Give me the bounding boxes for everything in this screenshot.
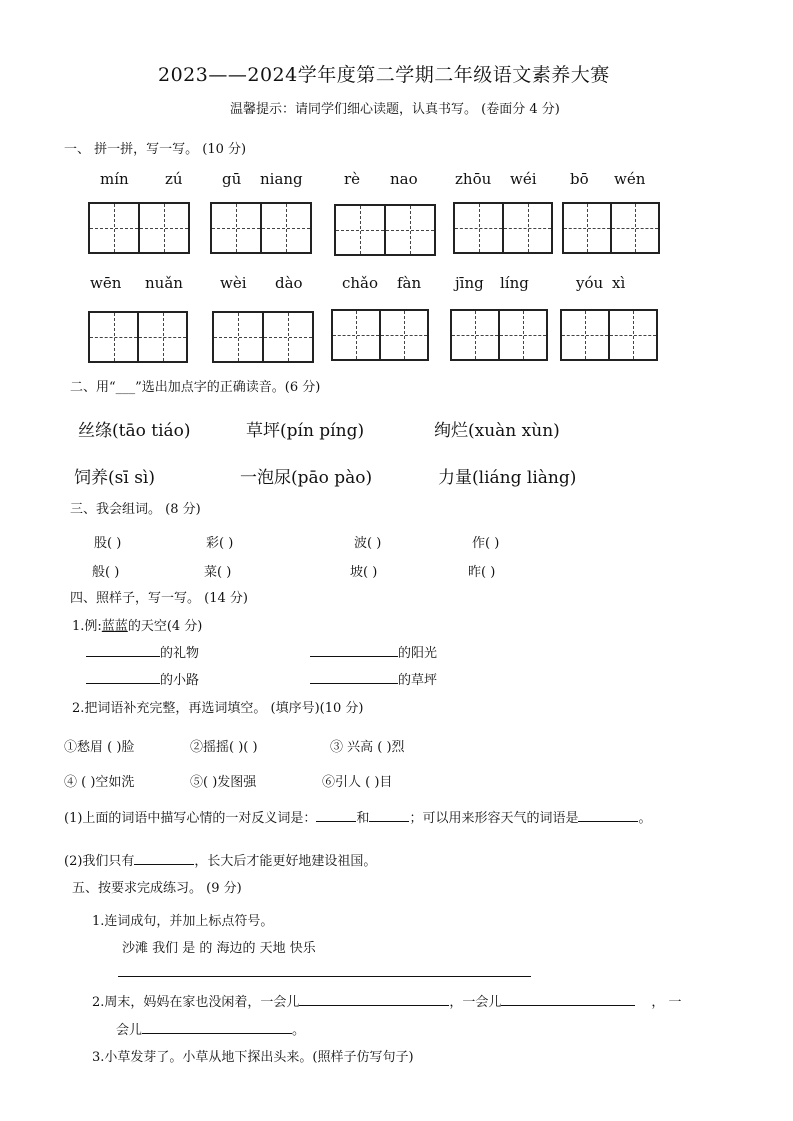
writing-grid[interactable] <box>334 204 436 256</box>
word-build-item[interactable]: 波( ) <box>354 536 382 551</box>
pinyin-8a: chǎo <box>342 274 379 292</box>
word-build-item[interactable]: 彩( ) <box>206 536 234 551</box>
pinyin-7a: wèi <box>220 274 247 292</box>
fill-sentence-1[interactable]: (1)上面的词语中描写心情的一对反义词是： 和 ；可以用来形容天气的词语是 。 <box>64 811 652 826</box>
pinyin-1b: zú <box>165 170 183 188</box>
pinyin-10b: xì <box>612 274 626 292</box>
writing-grid[interactable] <box>450 309 548 361</box>
writing-grid[interactable] <box>562 202 660 254</box>
writing-grid[interactable] <box>560 309 658 361</box>
pinyin-2a: gū <box>222 170 242 188</box>
idiom-item[interactable]: ⑤( )发图强 <box>190 775 257 790</box>
q5-3-label: 3.小草发芽了。小草从地下探出头来。(照样子仿写句子) <box>92 1050 414 1065</box>
reading-item: 一泡尿(pāo pào) <box>240 468 373 488</box>
word-build-item[interactable]: 菜( ) <box>204 565 232 580</box>
fill-row[interactable]: 的阳光 <box>310 642 437 661</box>
word-build-item[interactable]: 昨( ) <box>468 565 496 580</box>
question-2-heading: 2.把词语补充完整，再选词填空。 (填序号)(10 分) <box>72 701 364 716</box>
reading-item: 饲养(sī sì) <box>74 468 155 488</box>
pinyin-4b: wéi <box>510 170 537 188</box>
page-title: 2023——2024学年度第二学期二年级语文素养大赛 <box>158 64 610 86</box>
pinyin-6b: nuǎn <box>145 274 183 292</box>
word-list: 沙滩 我们 是 的 海边的 天地 快乐 <box>122 941 316 956</box>
pinyin-5a: bō <box>570 170 589 188</box>
reading-item: 丝绦(tāo tiáo) <box>78 421 191 441</box>
q5-2-line[interactable]: 2.周末，妈妈在家也没闲着，一会儿 ，一会儿 ， 一 <box>92 995 682 1010</box>
writing-grid[interactable] <box>331 309 429 361</box>
pinyin-1a: mín <box>100 170 129 188</box>
section-5-heading: 五、按要求完成练习。 (9 分) <box>72 881 242 896</box>
idiom-item[interactable]: ④ ( )空如洗 <box>64 775 135 790</box>
hint-text: 温馨提示：请同学们细心读题，认真书写。 (卷面分 4 分) <box>230 102 560 117</box>
writing-grid[interactable] <box>88 202 190 254</box>
pinyin-3b: nao <box>390 170 418 188</box>
reading-item: 草坪(pín píng) <box>246 421 365 441</box>
section-3-heading: 三、我会组词。 (8 分) <box>70 502 201 517</box>
section-2-heading: 二、用“___”选出加点字的正确读音。(6 分) <box>70 380 321 395</box>
pinyin-9b: líng <box>500 274 529 292</box>
pinyin-8b: fàn <box>397 274 422 292</box>
reading-item: 绚烂(xuàn xùn) <box>434 421 560 441</box>
pinyin-4a: zhōu <box>455 170 492 188</box>
fill-row[interactable]: 的草坪 <box>310 669 437 688</box>
word-build-item[interactable]: 作( ) <box>472 536 500 551</box>
fill-row[interactable]: 的小路 <box>86 669 199 688</box>
pinyin-7b: dào <box>275 274 303 292</box>
q5-1-label: 1.连词成句，并加上标点符号。 <box>92 914 274 929</box>
example-label: 1.例:蓝蓝的天空(4 分) <box>72 619 203 634</box>
word-build-item[interactable]: 般( ) <box>92 565 120 580</box>
pinyin-9a: jīng <box>455 274 484 292</box>
writing-grid[interactable] <box>212 311 314 363</box>
idiom-item[interactable]: ③ 兴高 ( )烈 <box>330 740 405 755</box>
fill-sentence-2[interactable]: (2)我们只有 ，长大后才能更好地建设祖国。 <box>64 854 377 869</box>
pinyin-6a: wēn <box>90 274 122 292</box>
pinyin-5b: wén <box>614 170 646 188</box>
answer-line[interactable] <box>118 976 531 977</box>
idiom-item[interactable]: ①愁眉 ( )脸 <box>64 740 135 755</box>
reading-item: 力量(liáng liàng) <box>438 468 577 488</box>
fill-row[interactable]: 的礼物 <box>86 642 199 661</box>
pinyin-10a: yóu <box>576 274 604 292</box>
word-build-item[interactable]: 坡( ) <box>350 565 378 580</box>
section-1-heading: 一、 拼一拼，写一写。 (10 分) <box>64 142 247 157</box>
writing-grid[interactable] <box>210 202 312 254</box>
section-4-heading: 四、照样子，写一写。 (14 分) <box>70 591 248 606</box>
pinyin-2b: niang <box>260 170 303 188</box>
writing-grid[interactable] <box>453 202 553 254</box>
writing-grid[interactable] <box>88 311 188 363</box>
pinyin-3a: rè <box>344 170 361 188</box>
idiom-item[interactable]: ②摇摇( )( ) <box>190 740 258 755</box>
idiom-item[interactable]: ⑥引人 ( )目 <box>322 775 393 790</box>
word-build-item[interactable]: 股( ) <box>94 536 122 551</box>
q5-2-line-cont[interactable]: 会儿 。 <box>116 1023 306 1038</box>
